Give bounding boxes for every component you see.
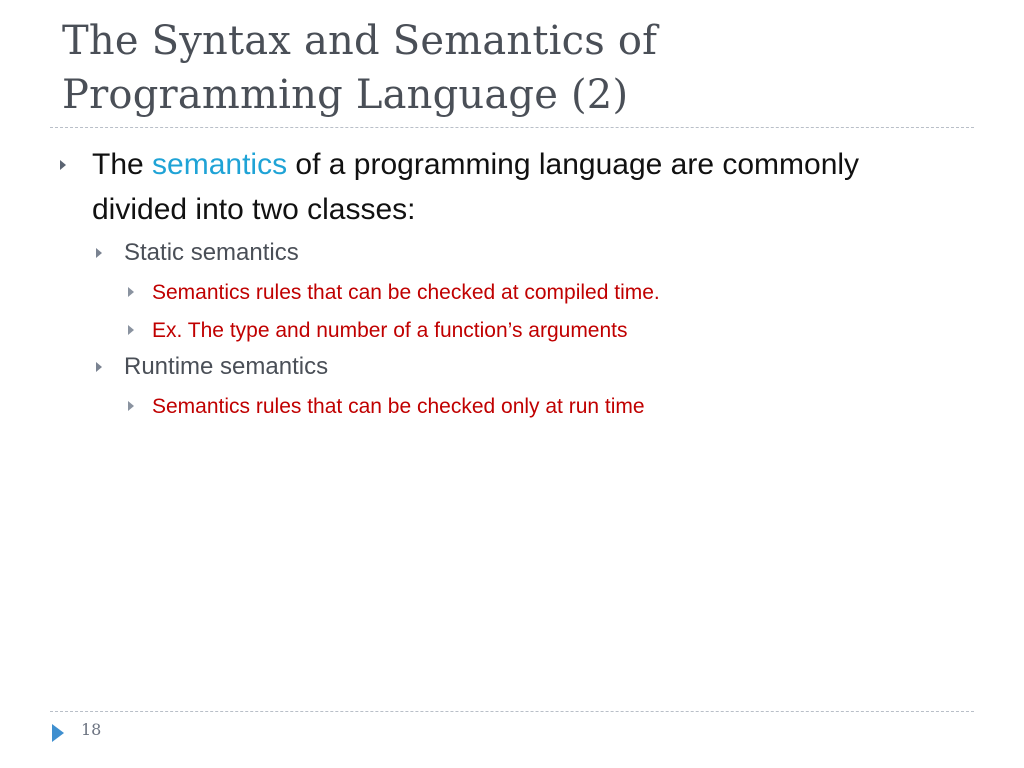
static-rule-text: Semantics rules that can be checked at compiled time.: [152, 281, 660, 304]
runtime-rule-text: Semantics rules that can be checked only at run time: [152, 395, 645, 418]
bullet-arrow-icon: [60, 160, 66, 170]
slide-title: [62, 14, 962, 122]
bullet-main-text: [92, 142, 952, 232]
static-semantics-label: Static semantics: [124, 239, 299, 266]
static-example-text: Ex. The type and number of a function’s arguments: [152, 319, 628, 342]
bullet-arrow-icon: [128, 325, 134, 335]
runtime-semantics-label: Runtime semantics: [124, 353, 329, 380]
bullet-main: [60, 142, 960, 232]
bullet-arrow-icon: [128, 287, 134, 297]
semantics-highlight: semantics: [152, 148, 288, 181]
bullet-arrow-icon: [96, 362, 102, 372]
bullet-list: [60, 142, 960, 422]
bullet-main-suffix: of a programming language are commonly divided into two classes:: [92, 148, 860, 226]
bullet-arrow-icon: [96, 248, 102, 258]
bullet-static-example: [128, 316, 960, 346]
title-line-1: The Syntax and Semantics of: [62, 18, 658, 64]
title-divider: [50, 127, 974, 128]
bullet-main-prefix: The: [92, 148, 153, 181]
footer-triangle-icon: [52, 724, 64, 742]
bullet-static-rule: [128, 278, 960, 308]
bullet-runtime-rule: [128, 392, 960, 422]
bullet-static-semantics: [96, 236, 960, 270]
bullet-arrow-icon: [128, 401, 134, 411]
bullet-runtime-semantics: [96, 350, 960, 384]
footer-divider: [50, 711, 974, 712]
page-number: 18: [81, 720, 102, 739]
title-line-2: Programming Language (2): [62, 72, 629, 118]
